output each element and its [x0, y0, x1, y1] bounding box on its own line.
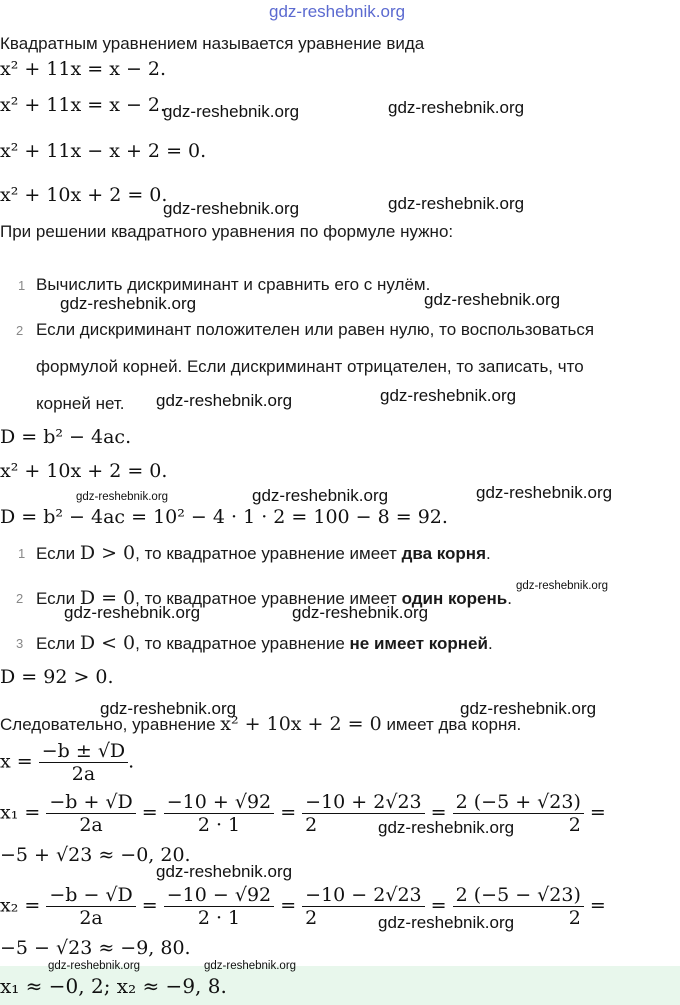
- answer: x₁ ≈ −0, 2; x₂ ≈ −9, 8.: [0, 974, 227, 998]
- watermark: gdz-reshebnik.org: [163, 199, 300, 218]
- equation-3: x² + 11x − x + 2 = 0.: [0, 140, 207, 162]
- watermark: gdz-reshebnik.org: [516, 580, 609, 592]
- watermark: gdz-reshebnik.org: [378, 818, 515, 837]
- discriminant-formula: D = b² − 4ac.: [0, 426, 132, 448]
- watermark: gdz-reshebnik.org: [460, 699, 597, 718]
- step-text: Если дискриминант положителен или равен нулю, то воспользоваться: [36, 320, 595, 339]
- root-formula: x = $\frac{-b \pm √D}{2a}$ .: [0, 740, 135, 785]
- watermark: gdz-reshebnik.org: [424, 290, 561, 309]
- watermark: gdz-reshebnik.org: [252, 486, 389, 505]
- step-text: корней нет.: [36, 394, 125, 413]
- formula-intro: При решении квадратного уравнения по формуле нужно:: [0, 222, 454, 241]
- watermark: gdz-reshebnik.org: [378, 913, 515, 932]
- discriminant-calc: D = b² − 4ac = 10² − 4 · 1 · 2 = 100 − 8 = 92.: [0, 506, 448, 528]
- watermark: gdz-reshebnik.org: [388, 194, 525, 213]
- conclusion: Следовательно, уравнение x² + 10x + 2 = 0 имеет два корня.: [0, 713, 522, 735]
- case-number: 2: [16, 591, 24, 606]
- watermark: gdz-reshebnik.org: [48, 960, 141, 972]
- equation-1: x² + 11x = x − 2.: [0, 58, 167, 80]
- root-x1-result: −5 + √23 ≈ −0, 20.: [0, 844, 191, 866]
- watermark-top[interactable]: gdz-reshebnik.org: [269, 2, 406, 21]
- equation-4: x² + 10x + 2 = 0.: [0, 184, 168, 206]
- watermark: gdz-reshebnik.org: [204, 960, 297, 972]
- root-x2: x₂ = $\frac{-b - √D}{2a}$ = $\frac{-10 - √92}{2 \cdot 1}$ = $\frac{-10 - 2√23}{2}$ = $\frac{2 (-5 - √23)}{2}$ =: [0, 884, 606, 929]
- watermark: gdz-reshebnik.org: [156, 862, 293, 881]
- watermark: gdz-reshebnik.org: [476, 483, 613, 502]
- case-number: 1: [18, 546, 26, 561]
- case-number: 3: [16, 636, 24, 651]
- watermark: gdz-reshebnik.org: [388, 98, 525, 117]
- step-text: Вычислить дискриминант и сравнить его с нулём.: [36, 275, 431, 294]
- d-value: D = 92 > 0.: [0, 666, 114, 688]
- watermark: gdz-reshebnik.org: [64, 603, 201, 622]
- watermark: gdz-reshebnik.org: [156, 391, 293, 410]
- equation-2: x² + 11x = x − 2.: [0, 94, 167, 116]
- root-x2-result: −5 − √23 ≈ −9, 80.: [0, 937, 191, 959]
- intro-text: Квадратным уравнением называется уравнение вида: [0, 34, 425, 53]
- case-3: Если D < 0, то квадратное уравнение не имеет корней.: [36, 632, 493, 654]
- watermark: gdz-reshebnik.org: [163, 102, 300, 121]
- watermark: gdz-reshebnik.org: [60, 294, 197, 313]
- case-1: Если D > 0, то квадратное уравнение имеет два корня.: [36, 542, 491, 564]
- step-number: 2: [16, 323, 24, 338]
- watermark: gdz-reshebnik.org: [76, 491, 169, 503]
- watermark: gdz-reshebnik.org: [380, 386, 517, 405]
- step-text: формулой корней. Если дискриминант отрицателен, то записать, что: [36, 357, 584, 376]
- root-x1: x₁ = $\frac{-b + √D}{2a}$ = $\frac{-10 + √92}{2 \cdot 1}$ = $\frac{-10 + 2√23}{2}$ = $\frac{2 (-5 + √23)}{2}$ =: [0, 791, 606, 836]
- step-number: 1: [18, 278, 26, 293]
- equation-5: x² + 10x + 2 = 0.: [0, 460, 168, 482]
- case-2: Если D = 0, то квадратное уравнение имеет один корень.: [36, 587, 512, 609]
- watermark: gdz-reshebnik.org: [100, 699, 237, 718]
- watermark: gdz-reshebnik.org: [292, 603, 429, 622]
